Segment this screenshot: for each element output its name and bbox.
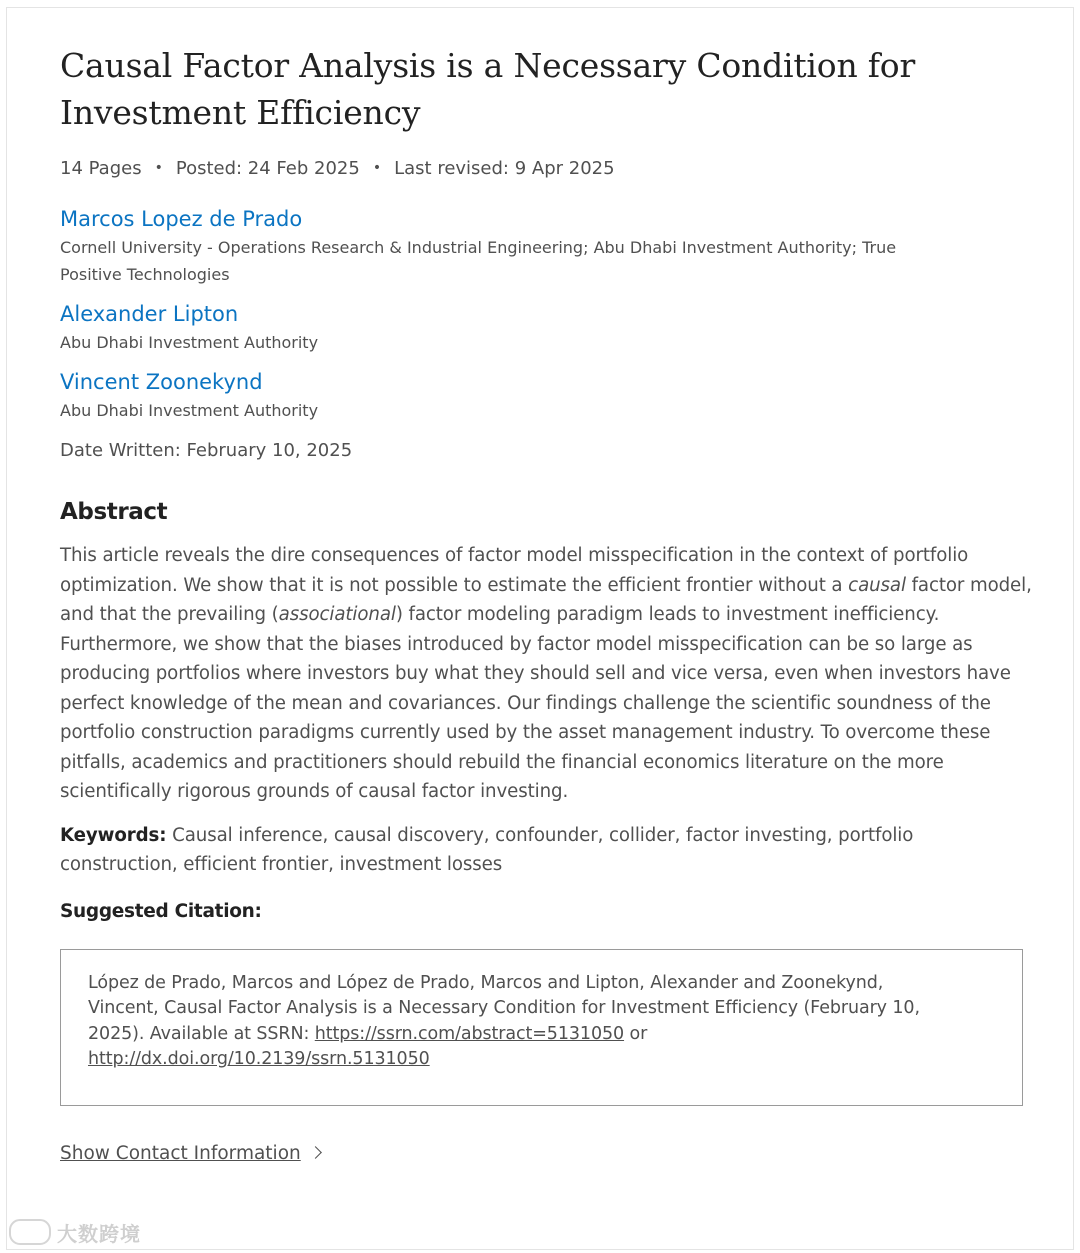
date-written: Date Written: February 10, 2025 (60, 440, 353, 461)
abstract-text (60, 541, 1035, 807)
posted-date: Posted: 24 Feb 2025 (175, 158, 360, 179)
paper-title: Causal Factor Analysis is a Necessary Condition for Investment Efficiency (60, 46, 916, 132)
author-link[interactable]: Alexander Lipton (60, 302, 239, 326)
meta-separator: • (154, 160, 163, 176)
keywords (60, 821, 1035, 880)
citation-text (88, 971, 938, 1073)
doi-link[interactable]: http://dx.doi.org/10.2139/ssrn.5131050 (88, 1049, 430, 1069)
citation-label: Suggested Citation: (60, 900, 262, 922)
revised-date: Last revised: 9 Apr 2025 (394, 158, 615, 179)
author-block (60, 205, 1035, 288)
keywords-text: Causal inference, causal discovery, confounder, collider, factor investing, portfolio construction, efficient frontier, investment losses (60, 824, 914, 875)
author-affiliation: Abu Dhabi Investment Authority (60, 401, 319, 420)
watermark (9, 1218, 141, 1247)
meta-separator: • (372, 160, 382, 176)
contact-toggle[interactable] (60, 1141, 1035, 1167)
keywords-label: Keywords: (60, 824, 167, 846)
watermark-logo-icon (9, 1219, 51, 1245)
ssrn-link[interactable]: https://ssrn.com/abstract=5131050 (314, 1023, 625, 1044)
abstract-emphasis: associational (278, 604, 396, 625)
author-link[interactable]: Vincent Zoonekynd (60, 370, 263, 394)
author-block (60, 368, 1035, 424)
author-link[interactable]: Marcos Lopez de Prado (60, 207, 303, 231)
abstract-emphasis: causal (848, 574, 906, 596)
abstract-part: factor model, and that the prevailing ( (60, 574, 1032, 625)
citation-body: López de Prado, Marcos and López de Prado, Marcos and Lipton, Alexander and Zoonekynd, Vincent, Causal Factor Analysis is a Necessary Condition for Investment Efficiency (February 10, 2025). Available at SSRN: (88, 972, 920, 1044)
abstract-part: ) factor modeling paradigm leads to investment inefficiency. Furthermore, we show that the biases introduced by factor model misspecification can be so large as producing portfolios where investors buy what they should sell and vice versa, even when investors have perfect knowledge of the mean and covariances. Our findings challenge the scientific soundness of the portfolio construction paradigms currently used by the asset management industry. To overcome these pitfalls, academics and practitioners should rebuild the financial economics literature on the more scientifically rigorous grounds of causal factor investing. (60, 604, 1011, 802)
abstract-heading: Abstract (60, 499, 168, 525)
citation-box (60, 949, 1023, 1106)
paper-content (60, 42, 1035, 1167)
citation-or: or (624, 1023, 648, 1044)
author-affiliation: Cornell University - Operations Research & Industrial Engineering; Abu Dhabi Investment Authority; True Positive Technologies (60, 238, 897, 284)
chevron-right-icon (309, 1146, 322, 1159)
author-affiliation: Abu Dhabi Investment Authority (60, 333, 319, 352)
page-count: 14 Pages (60, 158, 142, 179)
paper-meta (60, 156, 1035, 183)
abstract-part: This article reveals the dire consequences of factor model misspecification in the context of portfolio optimization. We show that it is not possible to estimate the efficient frontier without a (60, 545, 969, 596)
show-contact-link[interactable]: Show Contact Information (60, 1142, 301, 1164)
watermark-text: 大数跨境 (57, 1222, 141, 1246)
author-block (60, 300, 1035, 356)
